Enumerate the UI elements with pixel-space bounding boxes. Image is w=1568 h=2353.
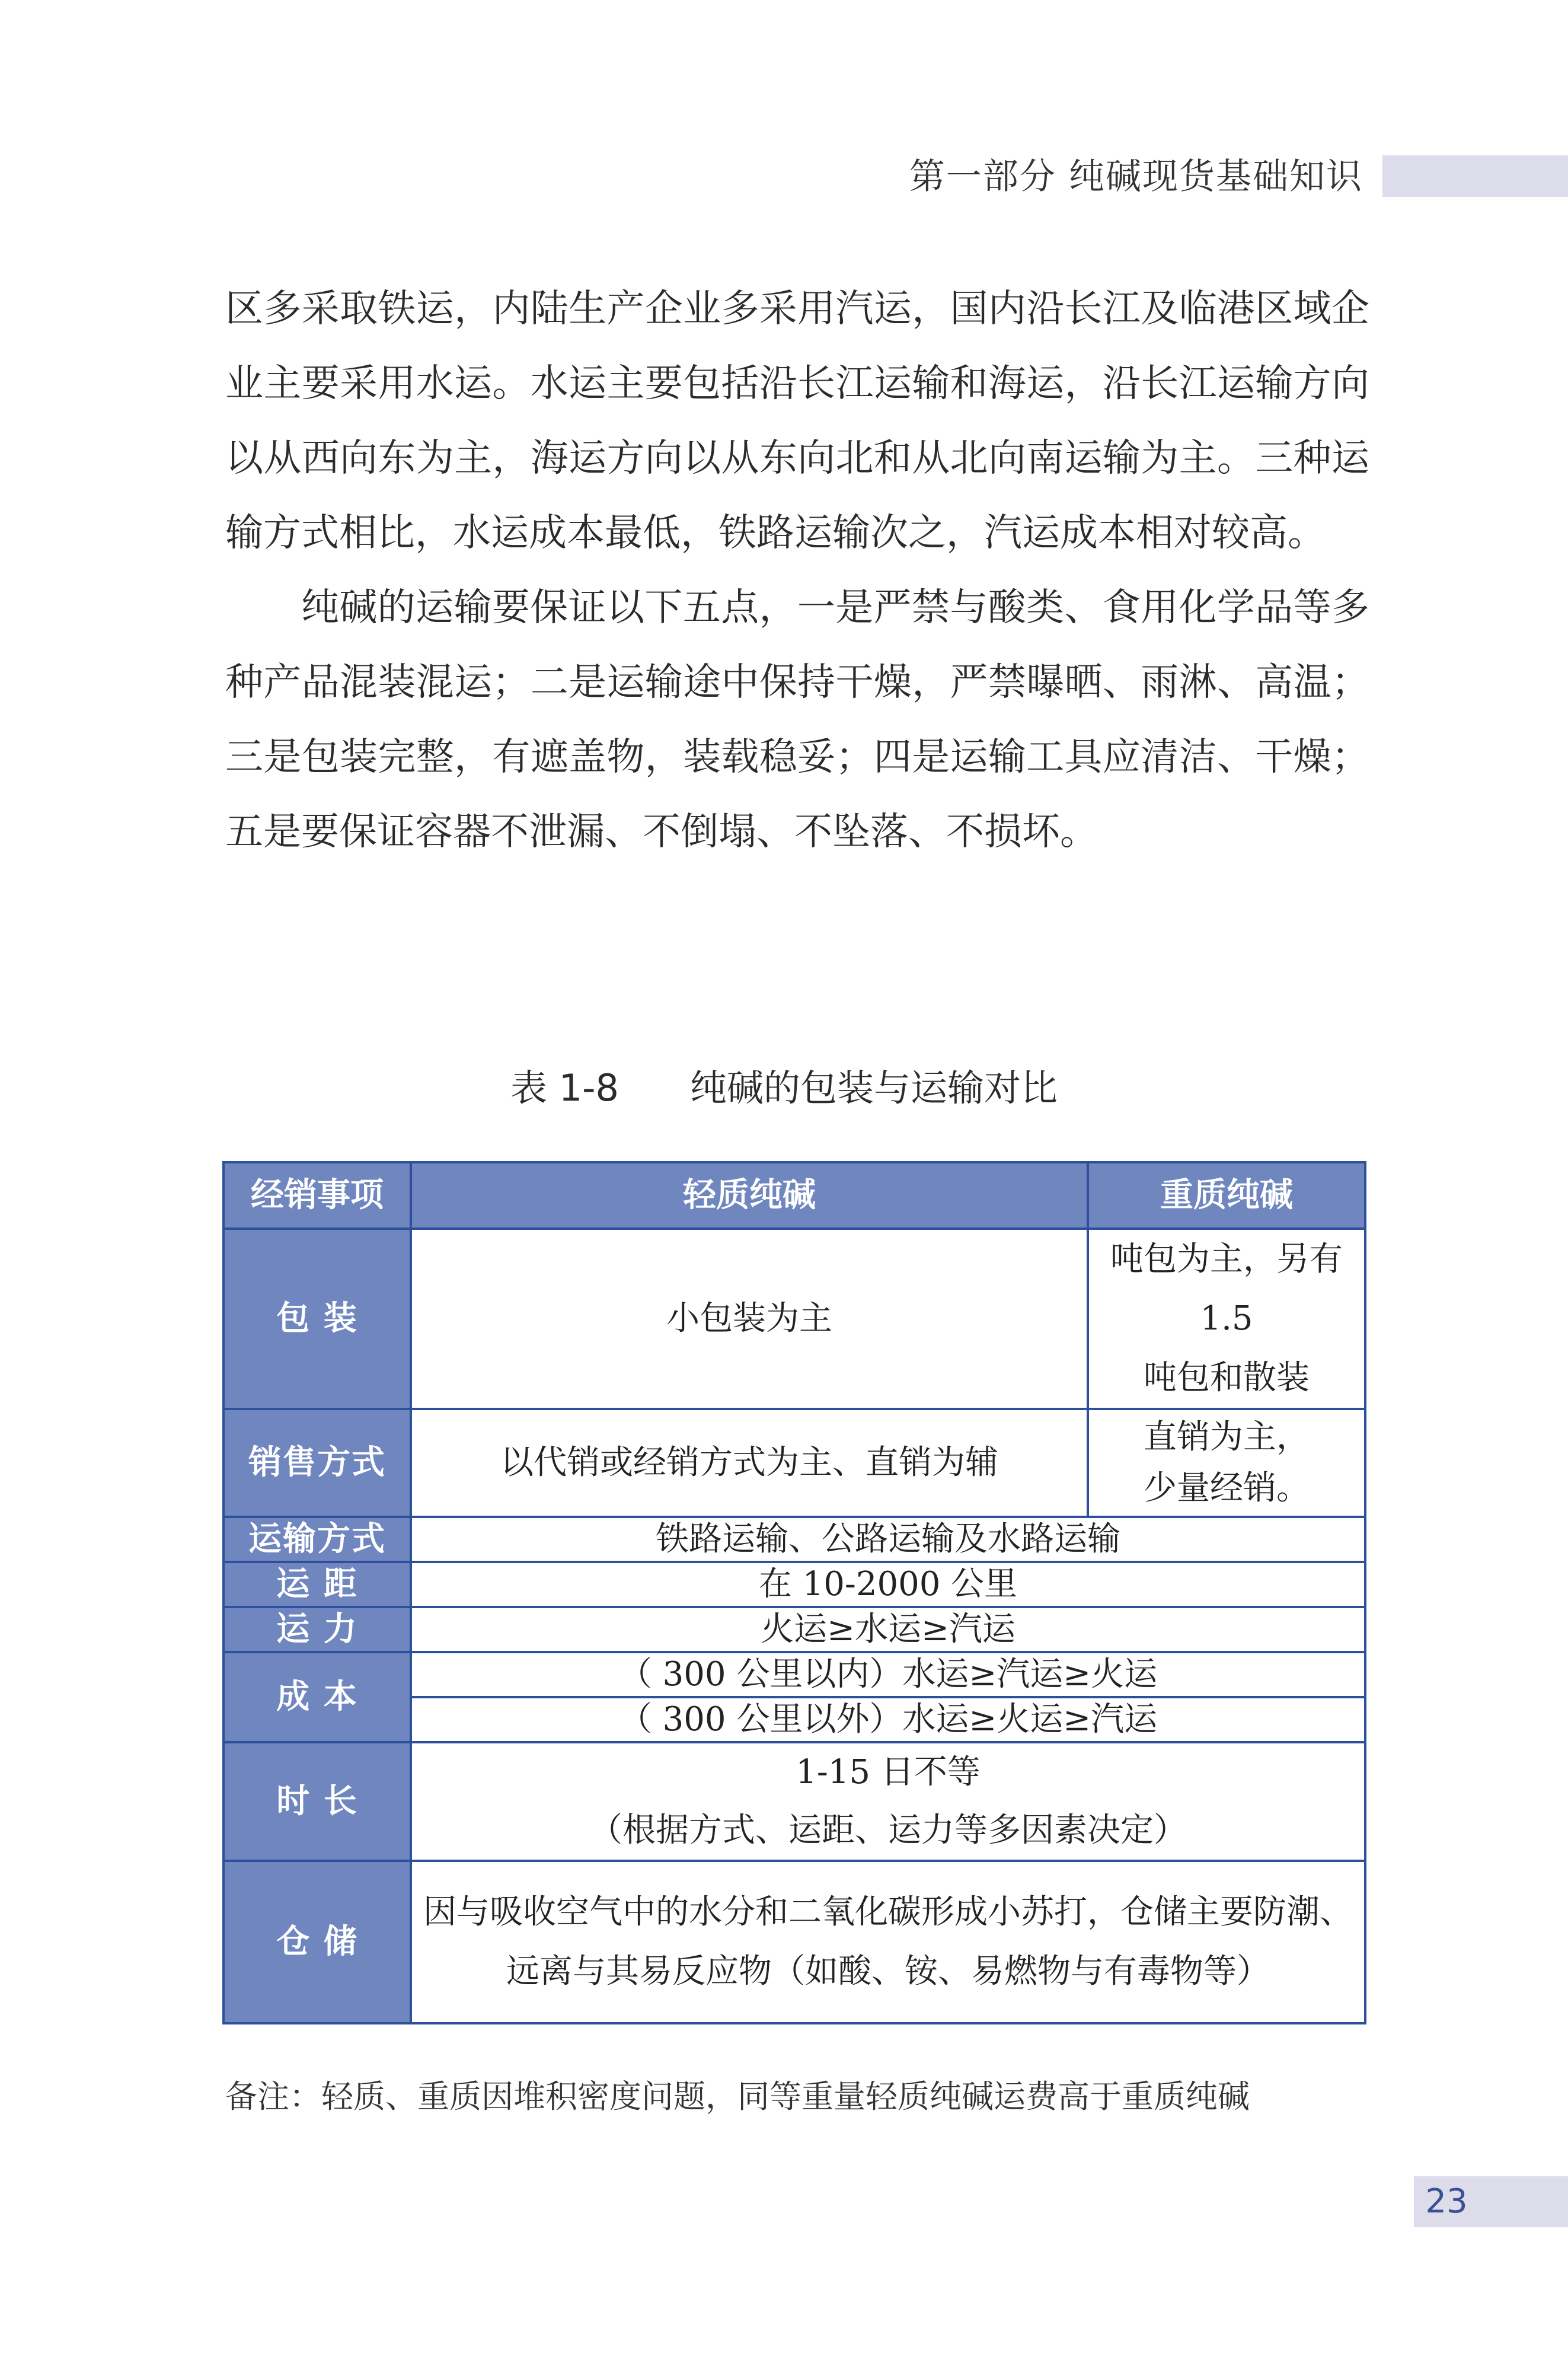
table-header-row [223, 1162, 1365, 1229]
cell-sales-heavy [1088, 1409, 1365, 1517]
cell-line: 吨包为主，另有 1.5 [1110, 1240, 1343, 1338]
paragraph-2: 纯碱的运输要保证以下五点，一是严禁与酸类、食用化学品等多种产品混装混运；二是运输途中保持干燥，严禁曝晒、雨淋、高温；三是包装完整，有遮盖物，装载稳妥；四是运输工具应清洁、干燥；五是要保证容器不泄漏、不倒塌、不坠落、不损坏。 [225, 586, 1369, 854]
header-accent-bar [1382, 155, 1568, 197]
page-number: 23 [1425, 2182, 1468, 2221]
cell-line: （根据方式、运距、运力等多因素决定） [589, 1811, 1187, 1850]
table-caption-number: 表 1-8 [510, 1066, 619, 1109]
cell-cost-beyond-300: （ 300 公里以外）水运≥火运≥汽运 [411, 1697, 1365, 1742]
table-row [223, 1562, 1365, 1607]
cell-line: 远离与其易反应物（如酸、铵、易燃物与有毒物等） [506, 1952, 1270, 1991]
table-caption [0, 1058, 1568, 1111]
row-label-sales: 销售方式 [223, 1409, 411, 1517]
header-cell-light: 轻质纯碱 [411, 1162, 1088, 1229]
cell-line: 1-15 日不等 [796, 1753, 981, 1791]
header-cell-heavy: 重质纯碱 [1088, 1162, 1365, 1229]
row-label-duration: 时 长 [223, 1742, 411, 1861]
table-row [223, 1409, 1365, 1517]
row-label-packaging: 包 装 [223, 1229, 411, 1409]
table-row [223, 1652, 1365, 1697]
row-label-transport: 运输方式 [223, 1517, 411, 1562]
header-cell-item: 经销事项 [223, 1162, 411, 1229]
cell-sales-light: 以代销或经销方式为主、直销为辅 [411, 1409, 1088, 1517]
table-caption-title: 纯碱的包装与运输对比 [689, 1066, 1058, 1109]
running-header-title: 第一部分 纯碱现货基础知识 [909, 156, 1363, 197]
cell-line: 因与吸收空气中的水分和二氧化碳形成小苏打，仓储主要防潮、 [423, 1893, 1353, 1931]
cell-transport: 铁路运输、公路运输及水路运输 [411, 1517, 1365, 1562]
cell-line: 少量经销。 [1144, 1469, 1310, 1507]
paragraph-1: 区多采取铁运，内陆生产企业多采用汽运，国内沿长江及临港区域企业主要采用水运。水运主要包括沿长江运输和海运，沿长江运输方向以从西向东为主，海运方向以从东向北和从北向南运输为主。三种运输方式相比，水运成本最低，铁路运输次之，汽运成本相对较高。 [225, 287, 1369, 555]
cell-line: 吨包和散装 [1144, 1359, 1310, 1397]
body-text [225, 272, 1369, 869]
comparison-table [222, 1161, 1366, 2024]
cell-capacity: 火运≥水运≥汽运 [411, 1607, 1365, 1652]
table-row [223, 1607, 1365, 1652]
cell-packaging-light: 小包装为主 [411, 1229, 1088, 1409]
table-row [223, 1229, 1365, 1409]
cell-cost-within-300: （ 300 公里以内）水运≥汽运≥火运 [411, 1652, 1365, 1697]
cell-storage [411, 1861, 1365, 2023]
table-row [223, 1517, 1365, 1562]
row-label-distance: 运 距 [223, 1562, 411, 1607]
cell-distance: 在 10-2000 公里 [411, 1562, 1365, 1607]
row-label-storage: 仓 储 [223, 1861, 411, 2023]
cell-packaging-heavy [1088, 1229, 1365, 1409]
cell-duration [411, 1742, 1365, 1861]
table-footnote: 备注：轻质、重质因堆积密度问题，同等重量轻质纯碱运费高于重质纯碱 [225, 2078, 1250, 2115]
row-label-capacity: 运 力 [223, 1607, 411, 1652]
table-row [223, 1861, 1365, 2023]
table-row [223, 1742, 1365, 1861]
cell-line: 直销为主， [1144, 1418, 1310, 1456]
row-label-cost: 成 本 [223, 1652, 411, 1742]
